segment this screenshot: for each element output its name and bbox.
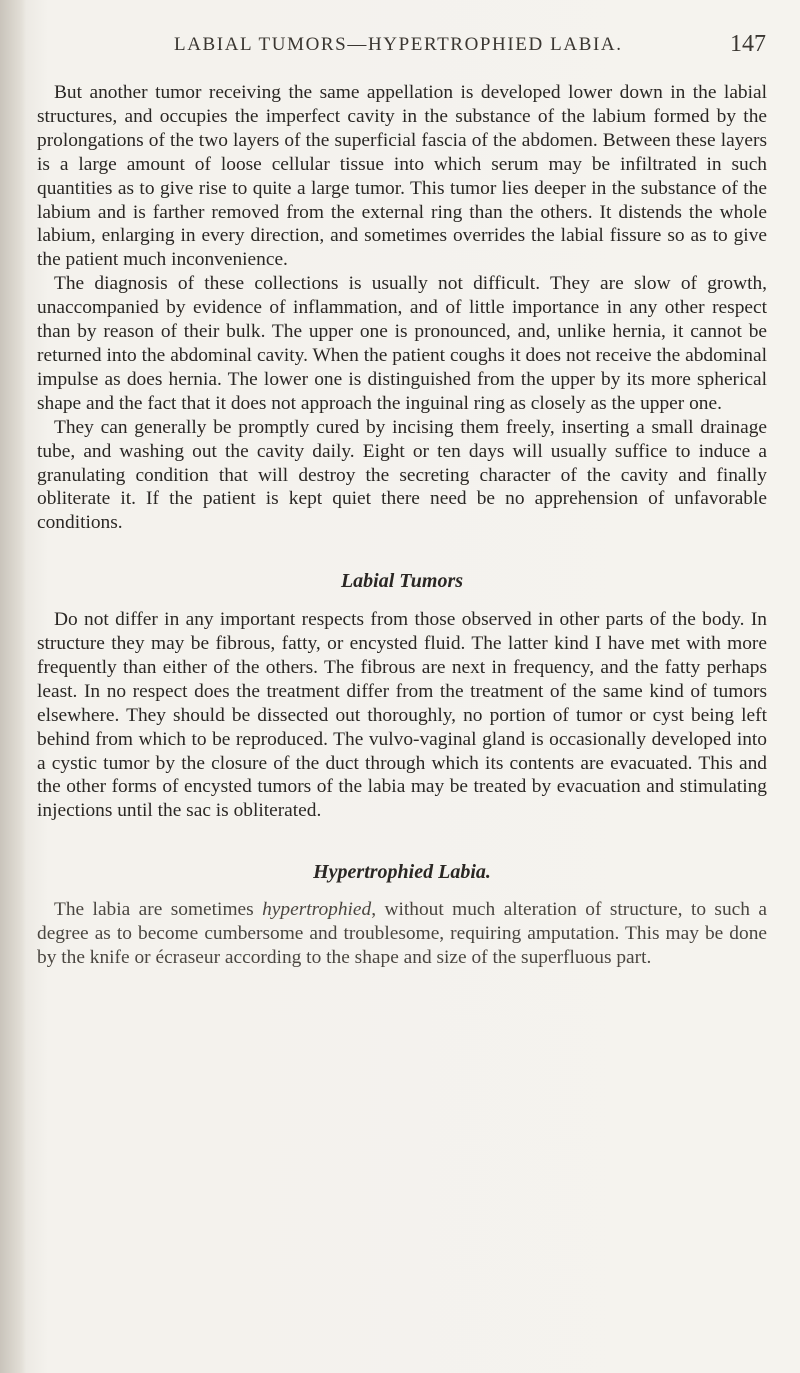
running-head: LABIAL TUMORS—HYPERTROPHIED LABIA. <box>174 34 623 55</box>
paragraph-hypertrophied-labia-wrap <box>37 898 767 970</box>
paragraph-treatment: They can generally be promptly cured by incising them freely, inserting a small drainage tube, and washing out the cavity daily. Eight or ten days will usually suffice to induce a granulating condition that will destroy the secreting character of the cavity and finally obliterate it. If the patient is kept quiet there need be no apprehension of unfavorable conditions. <box>37 416 767 534</box>
paragraph-serous-tumor: But another tumor receiving the same appellation is developed lower down in the labial structures, and occupies the imperfect cavity in the substance of the labium formed by the prolongations of the two layers of the superficial fascia of the abdomen. Between these layers is a large amount of loose cellular tissue into which serum may be infiltrated in such quantities as to give rise to quite a large tumor. This tumor lies deeper in the substance of the labium and is farther removed from the external ring than the others. It distends the whole labium, enlarging in every direction, and sometimes overrides the labial fissure so as to give the patient much inconvenience. <box>37 82 767 271</box>
section-heading-labial-tumors: Labial Tumors <box>340 570 464 593</box>
paragraph-diagnosis: The diagnosis of these collections is usually not difficult. They are slow of growth, unaccompanied by evidence of inflammation, and of little importance in any other respect than by reason of their bulk. The upper one is pronounced, and, unlike hernia, it cannot be returned into the abdominal cavity. When the patient coughs it does not receive the abdominal impulse as does hernia. The lower one is distinguished from the upper by its more spherical shape and the fact that it does not approach the inguinal ring as closely as the upper one. <box>37 273 767 414</box>
paragraph-hypertrophied-text-end: , without much alteration of structure, to such a degree as to become cumbersome and troublesome, requiring amputation. This may be done by the knife or écraseur according to the shape and size of the superfluous part. <box>37 899 767 968</box>
section-heading-hypertrophied-labia: Hypertrophied Labia. <box>313 861 491 884</box>
body-text <box>37 81 767 970</box>
paragraph-hypertrophied-labia <box>37 898 767 970</box>
page-number: 147 <box>730 31 766 57</box>
paragraph-hypertrophied-text-start: The labia are sometimes <box>54 899 263 921</box>
page-gutter-shadow <box>0 0 26 1373</box>
paragraph-hypertrophied-italic: hypertrophied <box>262 899 372 921</box>
page-header <box>0 31 800 64</box>
paragraph-labial-tumors: Do not differ in any important respects from those observed in other parts of the body. In structure they may be fibrous, fatty, or encysted fluid. The latter kind I have met with more frequently than either of the others. The fibrous are next in frequency, and the fatty perhaps least. In no respect does the treatment differ from the treatment of the same kind of tumors elsewhere. They should be dissected out thoroughly, no portion of tumor or cyst being left behind from which to be reproduced. The vulvo-vaginal gland is occasionally developed into a cystic tumor by the closure of the duct through which its contents are evacuated. This and the other forms of encysted tumors of the labia may be treated by evacuation and stimulating injections until the sac is obliterated. <box>37 609 767 822</box>
